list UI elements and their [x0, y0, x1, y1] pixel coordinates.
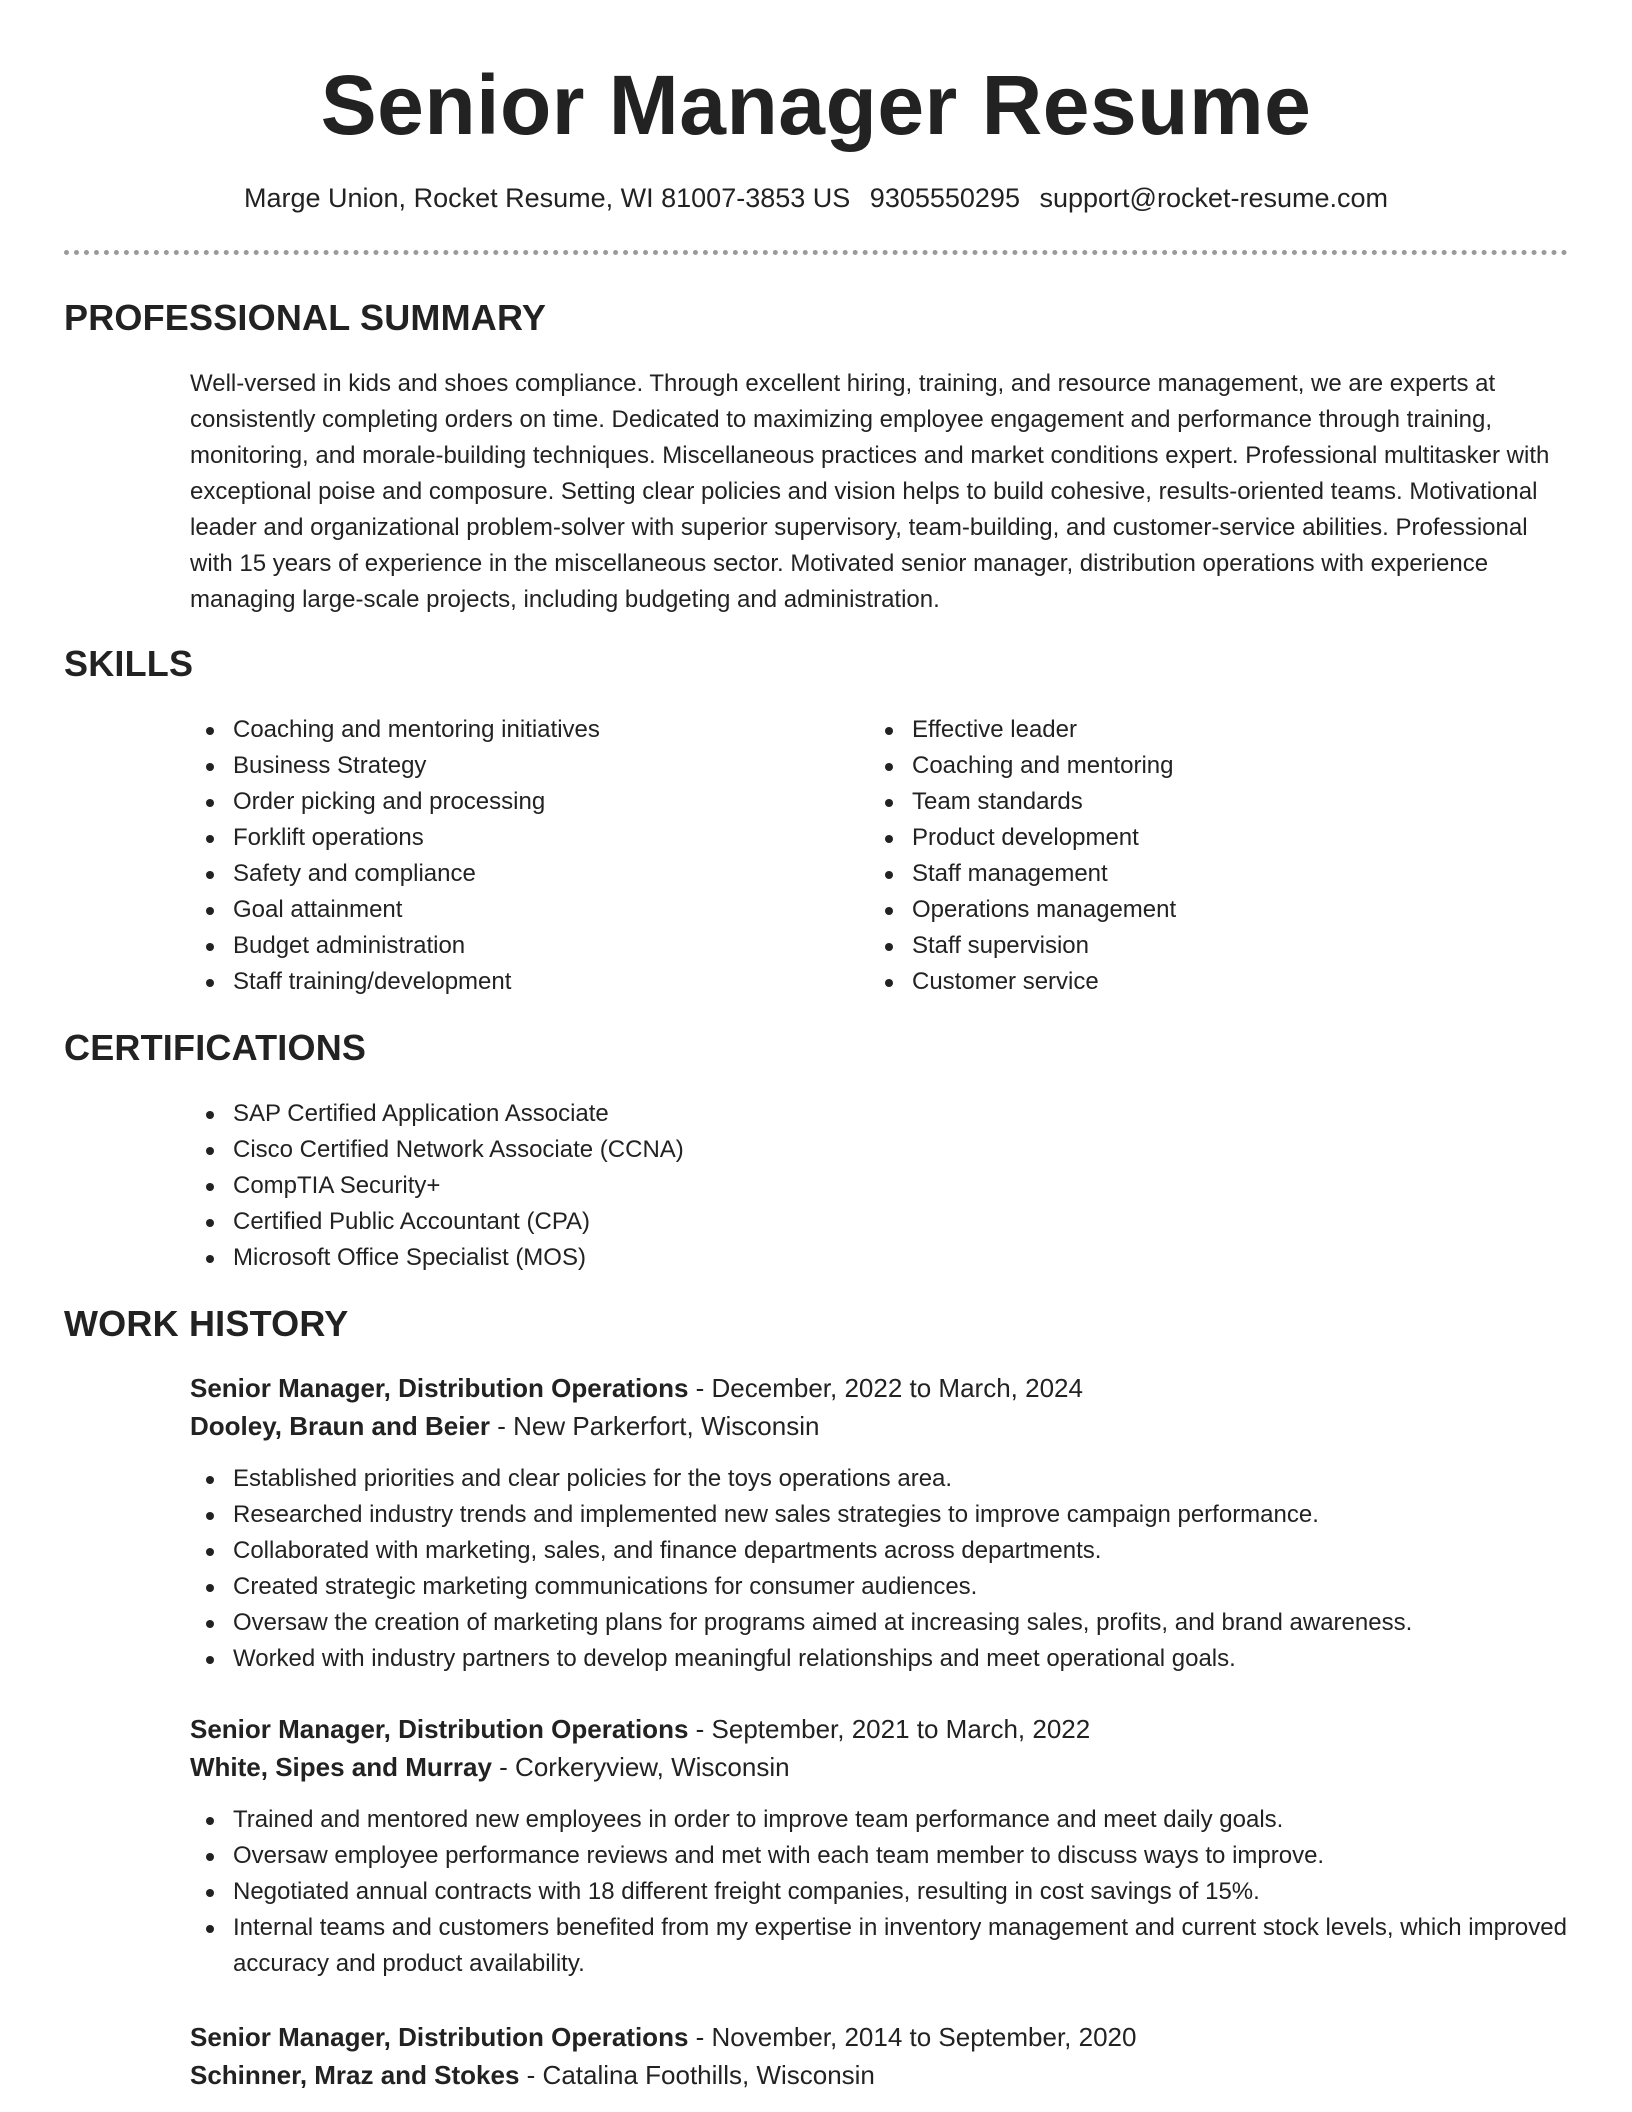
job-bullet: Collaborated with marketing, sales, and finance departments across departments.: [190, 1533, 1570, 1569]
job-dates: - November, 2014 to September, 2020: [688, 2022, 1137, 2052]
certification-item: Microsoft Office Specialist (MOS): [190, 1240, 1490, 1276]
skill-item: Budget administration: [190, 928, 830, 964]
header-divider: [64, 250, 1568, 255]
skill-item: Effective leader: [869, 712, 1509, 748]
summary-text: Well-versed in kids and shoes compliance. Through excellent hiring, training, and resource management, we are experts at consistently completing orders on time. Dedicated to maximizing employee engagement and performance through training, monitoring, and morale-building techniques. Miscellaneous practices and market conditions expert. Professional multitasker with exceptional poise and composure. Setting clear policies and vision helps to build cohesive, results-oriented teams. Motivational leader and organizational problem-solver with superior supervisory, team-building, and customer-service abilities. Professional with 15 years of experience in the miscellaneous sector. Motivated senior manager, distribution operations with experience managing large-scale projects, including budgeting and administration.: [190, 370, 1550, 613]
job-location: - New Parkerfort, Wisconsin: [490, 1411, 820, 1441]
certification-item: CompTIA Security+: [190, 1168, 1490, 1204]
certification-item: Certified Public Accountant (CPA): [190, 1204, 1490, 1240]
job-title-line: [190, 1710, 1570, 1748]
job-company-line: [190, 1748, 1570, 1786]
skills-right-column: [869, 712, 1509, 1000]
skill-item: Goal attainment: [190, 892, 830, 928]
job-company: Dooley, Braun and Beier: [190, 1411, 491, 1441]
job-bullet: Trained and mentored new employees in order to improve team performance and meet daily goals.: [190, 1802, 1570, 1838]
skill-item: Operations management: [869, 892, 1509, 928]
contact-address: Marge Union, Rocket Resume, WI 81007-3853 US: [243, 183, 851, 213]
job-title: Senior Manager, Distribution Operations: [190, 1373, 689, 1403]
skill-item: Business Strategy: [190, 748, 830, 784]
job-title: Senior Manager, Distribution Operations: [190, 1714, 689, 1744]
job-bullet: Created strategic marketing communications for consumer audiences.: [190, 1569, 1570, 1605]
certification-item: SAP Certified Application Associate: [190, 1096, 1490, 1132]
contact-email: support@rocket-resume.com: [1039, 183, 1389, 213]
job-bullet: Oversaw employee performance reviews and met with each team member to discuss ways to improve.: [190, 1838, 1570, 1874]
job-bullet: Negotiated annual contracts with 18 different freight companies, resulting in cost savings of 15%.: [190, 1874, 1570, 1910]
skills-left-column: [190, 712, 830, 1000]
certification-item: Cisco Certified Network Associate (CCNA): [190, 1132, 1490, 1168]
skill-item: Product development: [869, 820, 1509, 856]
job-company-line: [190, 1407, 1570, 1445]
summary-heading: PROFESSIONAL SUMMARY: [64, 297, 547, 338]
work-history-heading: WORK HISTORY: [64, 1303, 349, 1344]
skill-item: Coaching and mentoring initiatives: [190, 712, 830, 748]
job-bullet: Researched industry trends and implemented new sales strategies to improve campaign performance.: [190, 1497, 1570, 1533]
job-company: Schinner, Mraz and Stokes: [190, 2060, 520, 2090]
skill-item: Staff management: [869, 856, 1509, 892]
job-company-line: [190, 2056, 1570, 2094]
job-title: Senior Manager, Distribution Operations: [190, 2022, 689, 2052]
job-entry: [190, 2018, 1570, 2094]
job-location: - Corkeryview, Wisconsin: [491, 1752, 790, 1782]
contact-line: [0, 180, 1632, 216]
job-title-line: [190, 2018, 1570, 2056]
skill-item: Staff supervision: [869, 928, 1509, 964]
skill-item: Coaching and mentoring: [869, 748, 1509, 784]
certifications-list: [190, 1096, 1490, 1276]
skill-item: Order picking and processing: [190, 784, 830, 820]
skill-item: Team standards: [869, 784, 1509, 820]
skill-item: Forklift operations: [190, 820, 830, 856]
job-bullet: Oversaw the creation of marketing plans for programs aimed at increasing sales, profits, and brand awareness.: [190, 1605, 1570, 1641]
job-title-line: [190, 1369, 1570, 1407]
skill-item: Customer service: [869, 964, 1509, 1000]
job-location: - Catalina Foothills, Wisconsin: [519, 2060, 875, 2090]
skill-item: Staff training/development: [190, 964, 830, 1000]
skill-item: Safety and compliance: [190, 856, 830, 892]
resume-title: Senior Manager Resume: [320, 58, 1312, 152]
job-dates: - December, 2022 to March, 2024: [688, 1373, 1083, 1403]
skills-heading: SKILLS: [64, 643, 194, 684]
job-dates: - September, 2021 to March, 2022: [688, 1714, 1091, 1744]
job-bullet: Worked with industry partners to develop meaningful relationships and meet operational goals.: [190, 1641, 1570, 1677]
job-entry: [190, 1710, 1570, 1982]
certifications-heading: CERTIFICATIONS: [64, 1027, 367, 1068]
job-bullet: Internal teams and customers benefited from my expertise in inventory management and current stock levels, which improved accuracy and product availability.: [190, 1910, 1570, 1982]
job-company: White, Sipes and Murray: [190, 1752, 492, 1782]
job-bullet: Established priorities and clear policies for the toys operations area.: [190, 1461, 1570, 1497]
contact-phone: 9305550295: [869, 183, 1020, 213]
job-entry: [190, 1369, 1570, 1677]
